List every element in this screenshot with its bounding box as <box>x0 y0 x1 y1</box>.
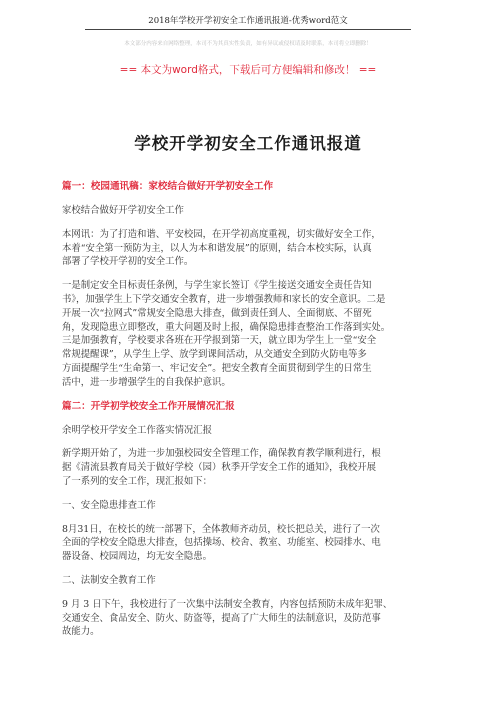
header-divider <box>85 29 411 30</box>
paragraph-line: 全面的学校安全隐患大排查，包括操场、校舍、教室、功能室、校园排水、电 <box>62 537 381 549</box>
paragraph-line: 书》，加强学生上下学交通安全教育，进一步增强教师和家长的安全意识。二是 <box>62 293 386 305</box>
paragraph-line: 故能力。 <box>62 626 100 638</box>
paragraph-line: 常规提醒课”，从学生上学、放学到课间活动，从交通安全到防火防电等多 <box>62 349 367 361</box>
paragraph-line: 新学期开始了，为进一步加强校园安全管理工作，确保教育教学顺利进行，根 <box>62 448 381 460</box>
paragraph-line: 角，发现隐患立即整改，重大问题及时上报，确保隐患排查整治工作落到实处。 <box>62 321 391 333</box>
section1-heading: 篇一：校园通讯稿：家校结合做好开学初安全工作 <box>62 181 274 192</box>
paragraph-line: 了一系列的安全工作，现汇报如下： <box>62 475 213 487</box>
paragraph-line: 开展一次“拉网式”常规安全隐患大排查，做到责任到人、全面彻底、不留死 <box>62 307 372 319</box>
paragraph-line: 本着“安全第一预防为主，以人为本和谐发展”的原则，结合本校实际，认真 <box>62 242 372 254</box>
paragraph-line: 本网讯：为了打造和谐、平安校园，在开学初高度重视，切实做好安全工作， <box>62 228 381 240</box>
paragraph-line: 据《清流县教育局关于做好学校（园）秋季开学安全工作的通知》，我校开展 <box>62 462 377 474</box>
item1-title: 一、安全隐患排查工作 <box>62 499 156 511</box>
document-title: 学校开学初安全工作通讯报道 <box>134 134 362 153</box>
section2-heading: 篇二：开学初学校安全工作开展情况汇报 <box>62 400 235 412</box>
section1-subtitle: 家校结合做好开学初安全工作 <box>62 205 184 216</box>
item2-title: 二、法制安全教育工作 <box>62 574 156 586</box>
page-header-title: 2018年学校开学初安全工作通讯报道-优秀word范文 <box>148 16 348 26</box>
paragraph-line: 一是制定安全目标责任条例，与学生家长签订《学生接送交通安全责任告知 <box>62 280 372 292</box>
paragraph-line: 交通安全、食品安全、防火、防盗等，提高了广大师生的法制意识，及防范事 <box>62 612 381 624</box>
paragraph-line: 器设备、校园周边，均无安全隐患。 <box>62 551 213 563</box>
document-body <box>62 180 434 639</box>
disclaimer-notice: 本文部分内容来自网络整理，本司不为其真实性负责，如有异议或侵权请及时联系，本司将立即删除！ <box>124 41 372 47</box>
paragraph-line: 三是加强教育，学校要求各班在开学报到第一天，就立即为学生上一堂“安全 <box>62 335 377 347</box>
paragraph-line: 方面提醒学生“生命第一、牢记安全”。把安全教育全面贯彻到学生的日常生 <box>62 362 372 374</box>
paragraph-line: 部署了学校开学初的安全工作。 <box>62 256 194 268</box>
section2-subtitle: 余明学校开学安全工作落实情况汇报 <box>62 424 213 436</box>
paragraph-line: 9 月 3 日下午，我校进行了一次集中法制安全教育，内容包括预防未成年犯罪、 <box>62 598 393 610</box>
paragraph-line: 8月31日，在校长的统一部署下，全体教师齐动员，校长把总关，进行了一次 <box>62 523 380 535</box>
word-format-banner: == 本文为word格式，下载后可方便编辑和修改！ == <box>119 64 377 76</box>
paragraph-line: 活中，进一步增强学生的自我保护意识。 <box>62 376 231 388</box>
